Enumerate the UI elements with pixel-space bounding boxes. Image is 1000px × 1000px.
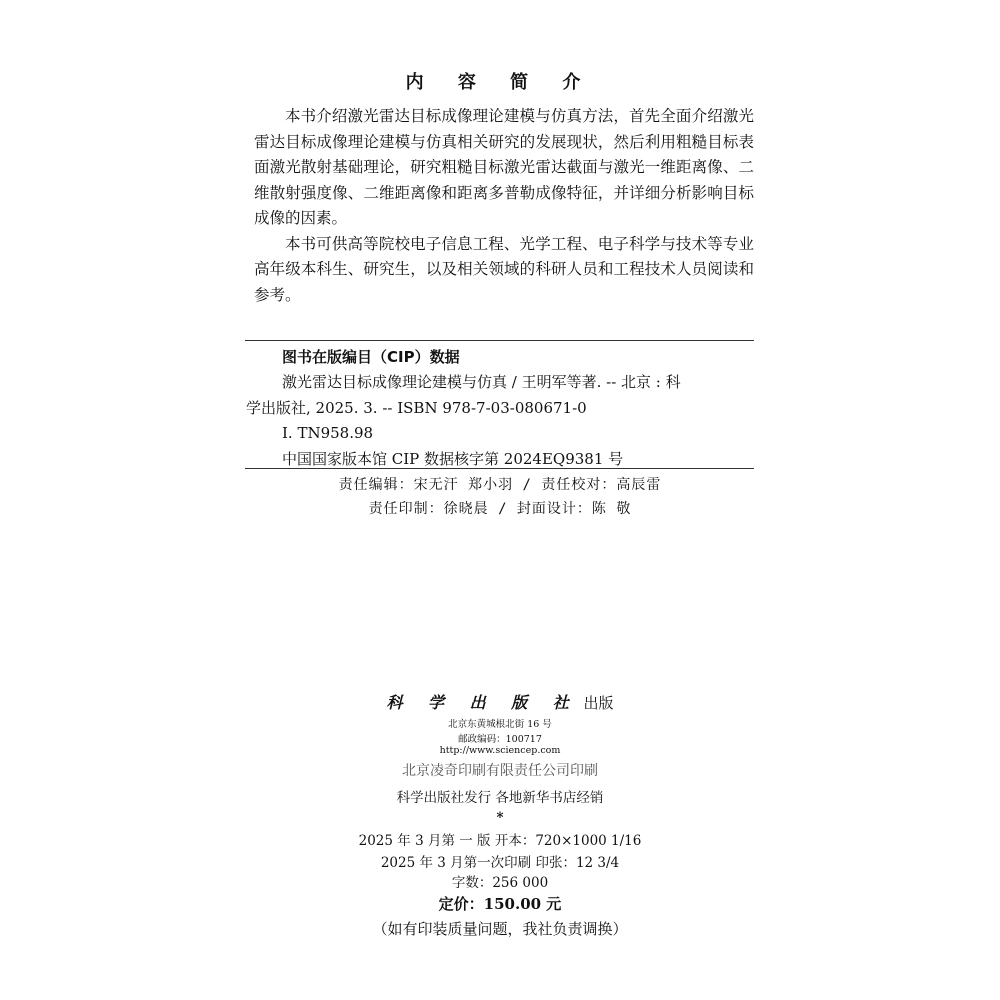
publisher-suffix: 出版 (583, 694, 614, 712)
distribution-line: 科学出版社发行 各地新华书店经销 (396, 790, 604, 806)
price-line: 定价：150.00 元 (438, 895, 562, 913)
separator-star: * (496, 810, 504, 826)
edition-line: 2025 年 3 月第 一 版 开本：720×1000 1/16 (358, 833, 642, 849)
wordcount-line: 字数：256 000 (451, 875, 549, 891)
publisher-line (0, 690, 1000, 713)
publisher-website: http://www.sciencep.com (439, 745, 561, 756)
publisher-logo: 科 学 出 版 社 (386, 693, 579, 712)
cip-line-3: Ⅰ. TN958.98 (282, 424, 374, 442)
summary-paragraph-2: 本书可供高等院校电子信息工程、光学工程、电子科学与技术等专业高年级本科生、研究生，以及相关领域的科研人员和工程技术人员阅读和参考。 (254, 234, 754, 304)
summary-paragraph-1: 本书介绍激光雷达目标成像理论建模与仿真方法，首先全面介绍激光雷达目标成像理论建模与仿真相关研究的发展现状，然后利用粗糙目标表面激光散射基础理论，研究粗糙目标激光雷达截面与激光一维距离像、二维散射强度像、二维距离像和距离多普勒成像特征，并详细分析影响目标成像的因素。 (254, 107, 754, 227)
summary-text (254, 104, 754, 308)
cip-bottom-rule (245, 468, 754, 469)
cip-record-number: 中国国家版本馆 CIP 数据核字第 2024EQ9381 号 (282, 450, 624, 468)
printer-line: 北京凌奇印刷有限责任公司印刷 (402, 763, 598, 779)
cip-top-rule (245, 340, 754, 341)
summary-title: 内 容 简 介 (405, 72, 595, 93)
credits-line-2: 责任印制：徐晓晨 / 封面设计：陈 敬 (368, 501, 632, 517)
credits-line-1: 责任编辑：宋无汗 郑小羽 / 责任校对：高辰雷 (338, 477, 662, 493)
cip-heading: 图书在版编目（CIP）数据 (282, 348, 460, 366)
cip-block (246, 370, 754, 447)
publisher-address: 北京东黄城根北街 16 号 (448, 719, 552, 730)
quality-note: （如有印装质量问题，我社负责调换） (372, 920, 628, 938)
printing-line: 2025 年 3 月第一次印刷 印张：12 3/4 (380, 855, 620, 871)
publisher-postcode: 邮政编码：100717 (458, 734, 542, 745)
cip-line-2: 学出版社, 2025. 3. -- ISBN 978-7-03-080671-0 (246, 398, 587, 417)
cip-line-1: 激光雷达目标成像理论建模与仿真 / 王明军等著. -- 北京 : 科 (282, 373, 681, 391)
